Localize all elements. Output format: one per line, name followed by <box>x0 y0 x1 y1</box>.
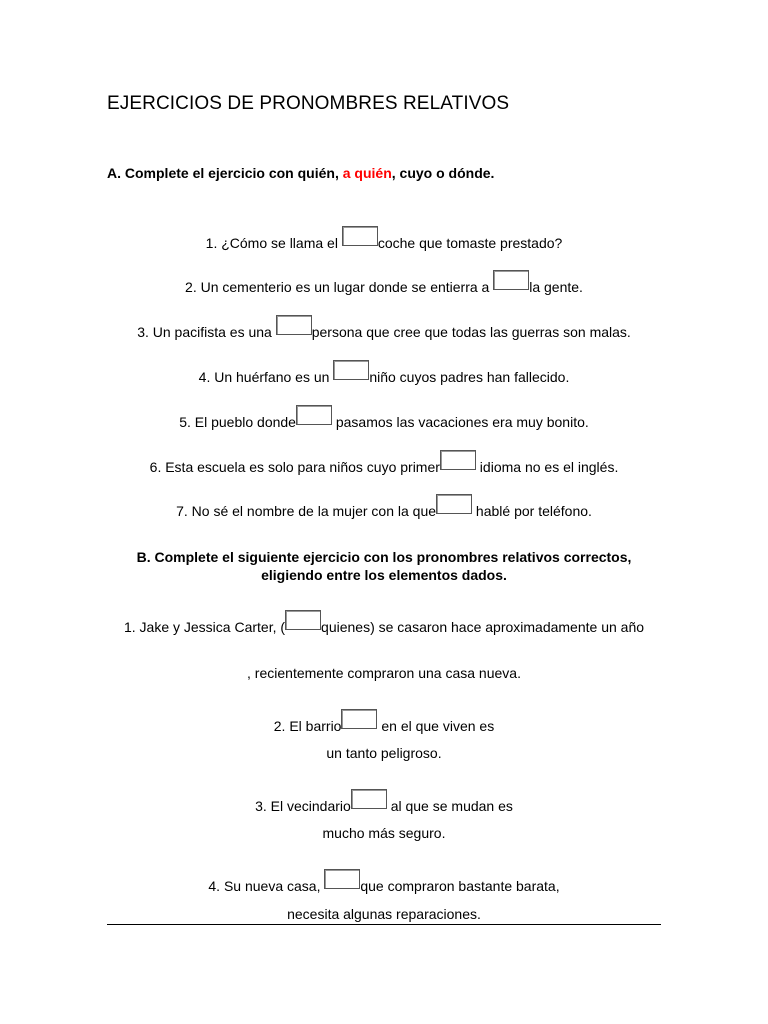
item-text-before: 7. No sé el nombre de la mujer con la que <box>176 503 437 519</box>
exercise-a-item-2 <box>107 270 661 296</box>
item-text-after: la gente. <box>529 279 583 295</box>
answer-blank-b3[interactable] <box>351 789 387 809</box>
item-text-before: 3. Un pacifista es una <box>137 324 276 340</box>
item-text-after: niño cuyos padres han fallecido. <box>369 369 570 385</box>
answer-blank-a1[interactable] <box>342 226 378 246</box>
exercise-a-item-4 <box>107 360 661 386</box>
exercise-b-item-2 <box>107 709 661 735</box>
exercise-a-item-6 <box>107 450 661 476</box>
item-text-after: al que se mudan es <box>386 798 513 814</box>
item-text-after: idioma no es el inglés. <box>475 459 619 475</box>
item-text-before: 5. El pueblo donde <box>179 414 296 430</box>
exercise-a-item-7 <box>107 494 661 520</box>
item-text-before: 2. El barrio <box>273 718 342 734</box>
item-text-before: 2. Un cementerio es un lugar donde se entierra a <box>185 279 494 295</box>
item-text-before: 3. El vecindario <box>255 798 351 814</box>
answer-blank-a2[interactable] <box>493 270 529 290</box>
section-a-heading-accent: a quién <box>342 165 392 181</box>
answer-blank-b4[interactable] <box>324 869 360 889</box>
section-a-heading <box>107 165 494 181</box>
answer-blank-a3[interactable] <box>276 315 312 335</box>
exercise-b-item-4-continuation: necesita algunas reparaciones. <box>287 906 481 922</box>
item-text-before: 4. Su nueva casa, <box>208 878 325 894</box>
exercise-a-item-3 <box>107 315 661 341</box>
exercise-b-item-1 <box>107 610 661 636</box>
exercise-b-item-3 <box>107 789 661 815</box>
item-text-after: quienes) se casaron hace aproximadamente un año <box>321 619 645 635</box>
answer-blank-a7[interactable] <box>436 494 472 514</box>
answer-blank-b1[interactable] <box>285 610 321 630</box>
item-text-before: 1. ¿Cómo se llama el <box>205 235 342 251</box>
divider-line <box>107 924 661 925</box>
item-text-after: persona que cree que todas las guerras son malas. <box>311 324 631 340</box>
section-a-heading-start: A. Complete el ejercicio con quién, <box>107 165 343 181</box>
page-title: EJERCICIOS DE PRONOMBRES RELATIVOS <box>107 93 510 114</box>
section-b-heading: B. Complete el siguiente ejercicio con los pronombres relativos correctos, eligiendo entre los elementos dados. <box>136 549 632 583</box>
exercise-a-item-1 <box>107 226 661 252</box>
exercise-b-item-1-continuation: , recientemente compraron una casa nueva. <box>247 665 521 681</box>
item-text-before: 4. Un huérfano es un <box>198 369 334 385</box>
exercise-b-item-2-continuation: un tanto peligroso. <box>326 745 442 761</box>
item-text-after: coche que tomaste prestado? <box>377 235 563 251</box>
section-a-heading-end: , cuyo o dónde. <box>391 165 495 181</box>
answer-blank-a6[interactable] <box>440 450 476 470</box>
item-text-before: 6. Esta escuela es solo para niños cuyo primer <box>149 459 440 475</box>
item-text-after: hablé por teléfono. <box>472 503 592 519</box>
answer-blank-a4[interactable] <box>333 360 369 380</box>
item-text-before: 1. Jake y Jessica Carter, ( <box>123 619 286 635</box>
item-text-after: pasamos las vacaciones era muy bonito. <box>331 414 589 430</box>
exercise-b-item-3-continuation: mucho más seguro. <box>322 825 446 841</box>
exercise-b-item-4 <box>107 869 661 895</box>
exercise-a-item-5 <box>107 405 661 431</box>
item-text-after: que compraron bastante barata, <box>360 878 560 894</box>
answer-blank-b2[interactable] <box>341 709 377 729</box>
answer-blank-a5[interactable] <box>296 405 332 425</box>
item-text-after: en el que viven es <box>377 718 495 734</box>
